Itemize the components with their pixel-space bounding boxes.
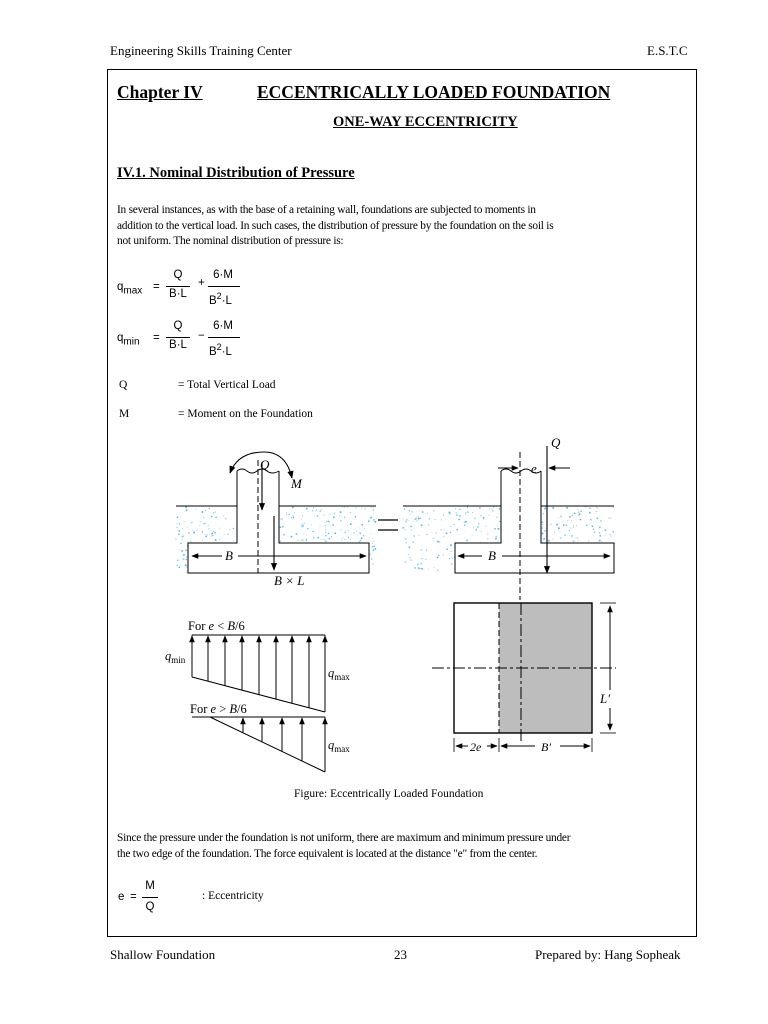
figure-caption: Figure: Eccentrically Loaded Foundation (294, 788, 484, 800)
closing-paragraph (117, 831, 570, 862)
def-symbol-q: Q (119, 379, 128, 391)
chapter-subtitle: ONE-WAY ECCENTRICITY (333, 114, 518, 130)
qmax-den2: $B^2\cdot L$ (209, 291, 232, 307)
running-header-left: Engineering Skills Training Center (110, 43, 292, 58)
qmin-den2: $B^2\cdot L$ (209, 342, 232, 358)
closing-line-2: the two edge of the foundation. The force equivalent is located at the distance "e" from the center. (117, 847, 538, 860)
equation-qmin (117, 316, 257, 366)
pressure-diagram-e-large (192, 717, 325, 772)
qmin-lhs: $q_{min}$ (117, 332, 140, 348)
qmin-bar1 (166, 337, 190, 338)
label-b-left: B (225, 548, 233, 563)
section-title: IV.1. Nominal Distribution of Pressure (117, 165, 355, 181)
intro-paragraph (117, 203, 553, 250)
equation-qmax (117, 265, 257, 315)
qmin-num1: Q (173, 320, 183, 332)
chapter-number: Chapter IV (117, 82, 203, 102)
qmin-bar2 (208, 337, 240, 338)
qmax-num2: 6·M (213, 269, 233, 281)
label-for-e-large: For e > B/6 (190, 702, 247, 716)
qmax-bar2 (208, 286, 240, 287)
chapter-title: ECCENTRICALLY LOADED FOUNDATION (257, 82, 611, 102)
label-e: e (531, 461, 537, 476)
label-m: M (291, 476, 302, 491)
closing-line-1: Since the pressure under the foundation is not uniform, there are maximum and minimum pressure under (117, 832, 571, 844)
qmin-den1: B·L (169, 339, 187, 351)
label-b-prime: B′ (541, 740, 551, 754)
label-for-e-small: For e < B/6 (188, 619, 245, 633)
footer-right: Prepared by: Hang Sopheak (535, 947, 681, 962)
label-2e: 2e (470, 740, 482, 754)
qmin-num2: 6·M (213, 320, 233, 332)
e-equals: = (130, 891, 137, 903)
def-text-m: = Moment on the Foundation (178, 408, 313, 420)
intro-line-2: addition to the vertical load. In such cases, the distribution of pressure by the foundation on the soil is (117, 219, 554, 232)
qmin-equals: = (153, 332, 160, 344)
foundation-figure (150, 428, 630, 780)
footer-left: Shallow Foundation (110, 947, 216, 962)
label-l-prime: L′ (600, 691, 611, 706)
e-lhs: e (118, 891, 125, 903)
pressure-diagram-e-small (192, 635, 325, 712)
right-foundation-section (402, 446, 614, 600)
label-q-right: Q (551, 435, 561, 450)
intro-line-3: not uniform. The nominal distribution of pressure is: (117, 235, 344, 247)
label-qmax-1: $q_{max}$ (328, 666, 350, 682)
e-bar (142, 897, 158, 898)
running-header-right: E.S.T.C (647, 43, 688, 58)
label-qmax-2: $q_{max}$ (328, 738, 350, 754)
label-qmin: $q_{min}$ (165, 649, 186, 665)
def-symbol-m: M (119, 408, 130, 420)
equation-eccentricity (118, 880, 288, 920)
e-den: Q (145, 901, 155, 913)
qmax-plus: + (198, 277, 205, 289)
qmax-equals: = (153, 281, 160, 293)
qmax-lhs: $q_{max}$ (117, 281, 143, 297)
qmax-bar1 (166, 286, 190, 287)
plan-view (432, 603, 616, 752)
label-bxl: B × L (274, 573, 305, 588)
label-b-right: B (488, 548, 496, 563)
page-number: 23 (394, 947, 407, 962)
qmax-num1: Q (173, 269, 183, 281)
e-num: M (145, 880, 155, 892)
qmin-minus: − (198, 330, 205, 342)
qmax-den1: B·L (169, 288, 187, 300)
e-label: : Eccentricity (202, 890, 264, 902)
def-text-q: = Total Vertical Load (178, 379, 276, 391)
left-foundation-section (175, 452, 376, 573)
label-q-left: Q (260, 457, 270, 472)
intro-line-1: In several instances, as with the base of a retaining wall, foundations are subjected to moments in (117, 204, 536, 216)
